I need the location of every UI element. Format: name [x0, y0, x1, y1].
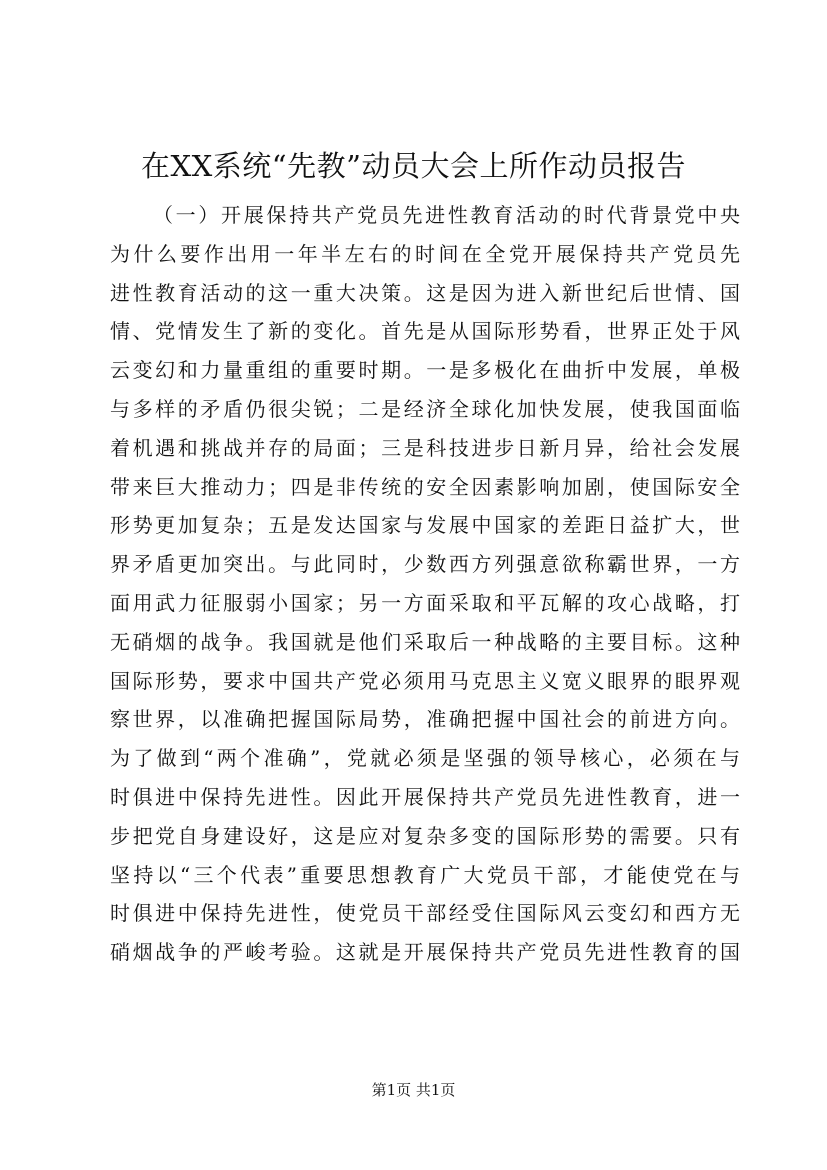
body-line: 与多样的矛盾仍很尖锐；二是经济全球化加快发展，使我国面临: [110, 396, 740, 421]
body-line: 察世界，以准确把握国际局势，准确把握中国社会的前进方向。: [110, 707, 740, 732]
body-line: 界矛盾更加突出。与此同时，少数西方列强意欲称霸世界，一方: [110, 552, 740, 577]
body-line: 无硝烟的战争。我国就是他们采取后一种战略的主要目标。这种: [110, 629, 740, 654]
body-line: 国际形势，要求中国共产党必须用马克思主义宽义眼界的眼界观: [110, 668, 740, 693]
document-body: [110, 196, 740, 972]
body-line: 情、党情发生了新的变化。首先是从国际形势看，世界正处于风: [110, 319, 740, 344]
body-line: 着机遇和挑战并存的局面；三是科技进步日新月异，给社会发展: [110, 435, 740, 460]
body-line: （一）开展保持共产党员先进性教育活动的时代背景党中央: [153, 203, 740, 227]
body-line: 时俱进中保持先进性。因此开展保持共产党员先进性教育，进一: [110, 784, 740, 809]
body-line: 硝烟战争的严峻考验。这就是开展保持共产党员先进性教育的国: [110, 940, 740, 965]
body-line: 为什么要作出用一年半左右的时间在全党开展保持共产党员先: [110, 241, 740, 266]
body-line: 为了做到“两个准确”，党就必须是坚强的领导核心，必须在与: [110, 746, 740, 771]
body-line: 带来巨大推动力；四是非传统的安全因素影响加剧，使国际安全: [110, 474, 740, 499]
body-line: 时俱进中保持先进性，使党员干部经受住国际风云变幻和西方无: [110, 901, 740, 926]
body-line: 形势更加复杂；五是发达国家与发展中国家的差距日益扩大，世: [110, 513, 740, 538]
body-line: 面用武力征服弱小国家；另一方面采取和平瓦解的攻心战略，打: [110, 590, 740, 615]
document-title: 在XX系统“先教”动员大会上所作动员报告: [141, 149, 686, 183]
page-footer: 第1页 共1页: [371, 1081, 456, 1099]
body-line: 进性教育活动的这一重大决策。这是因为进入新世纪后世情、国: [110, 280, 740, 305]
body-line: 云变幻和力量重组的重要时期。一是多极化在曲折中发展，单极: [110, 358, 740, 383]
body-line: 步把党自身建设好，这是应对复杂多变的国际形势的需要。只有: [110, 823, 740, 848]
body-line: 坚持以“三个代表”重要思想教育广大党员干部，才能使党在与: [110, 862, 740, 887]
